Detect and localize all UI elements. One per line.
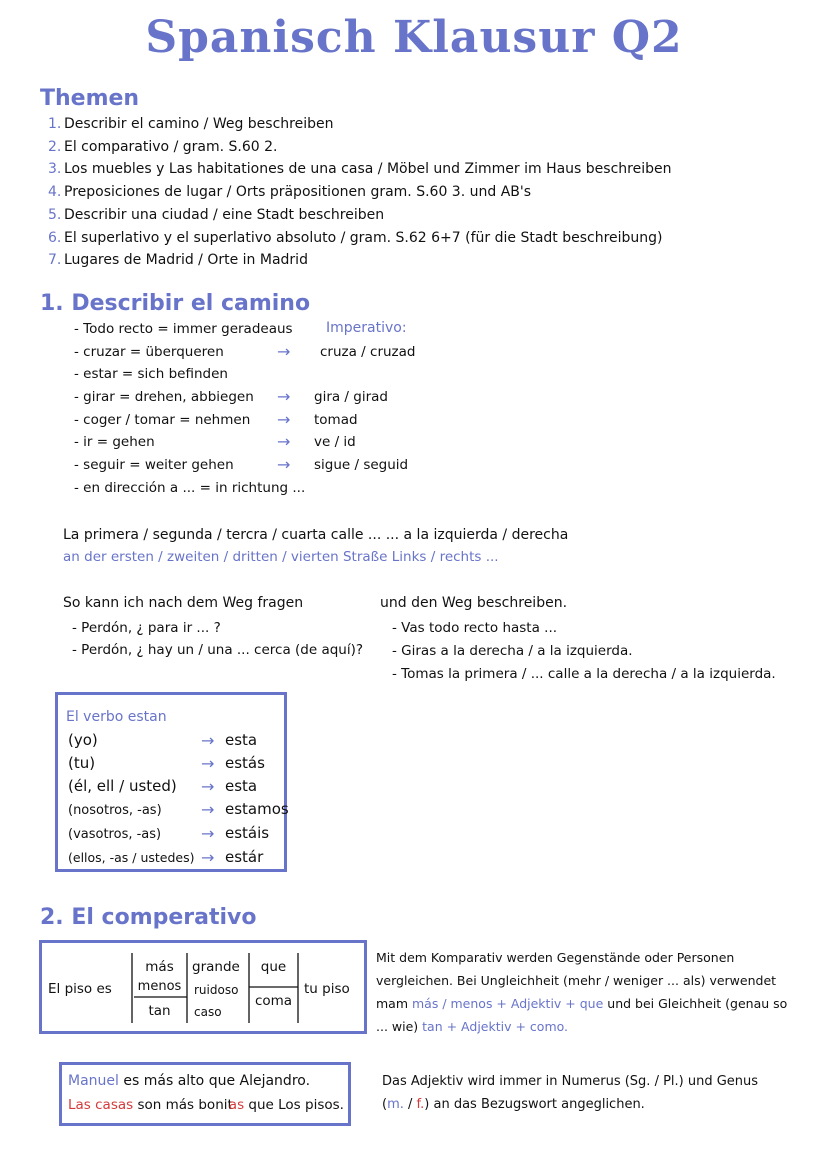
- topic-item: 4. Preposiciones de lugar / Orts präpositionen gram. S.60 3. und AB's: [48, 184, 532, 201]
- conjugation-row: (vasotros, -as) → estáis: [68, 824, 270, 843]
- comparative-table-box: [39, 940, 367, 1034]
- themen-list: [48, 113, 671, 272]
- vocab-row: - en dirección a ... = in richtung ...: [74, 479, 306, 496]
- conjugation-row: (yo) → esta: [68, 731, 258, 750]
- themen-heading: Themen: [40, 86, 140, 111]
- comp-cell: grande: [192, 959, 240, 975]
- arrow-icon: →: [277, 387, 291, 407]
- arrow-icon: →: [277, 455, 291, 475]
- ordinal-es: La primera / segunda / tercra / cuarta calle ... ... a la izquierda / derecha: [63, 527, 569, 543]
- vocab-row: - girar = drehen, abbiegen → gira / girad: [74, 386, 714, 409]
- ask-item: - Perdón, ¿ para ir ... ?: [72, 620, 221, 636]
- vocab-row: - estar = sich befinden: [74, 366, 228, 383]
- conjugation-row: (tu) → estás: [68, 754, 265, 773]
- comp-cell: coma: [254, 993, 293, 1009]
- estar-box: [55, 692, 287, 872]
- vocab-row: - cruzar = überqueren → cruza / cruzad: [74, 341, 714, 364]
- arrow-icon: →: [201, 824, 215, 843]
- page-title: Spanisch Klausur Q2: [145, 12, 683, 63]
- section2-heading: 2. El comperativo: [40, 905, 257, 930]
- topic-item: 7. Lugares de Madrid / Orte in Madrid: [48, 252, 308, 269]
- comp-cell: tan: [148, 1003, 171, 1019]
- comp-cell: caso: [194, 1005, 222, 1019]
- topic-item: 5. Describir una ciudad / eine Stadt beschreiben: [48, 206, 385, 223]
- vocab-row: - seguir = weiter gehen → sigue / seguid: [74, 454, 714, 477]
- describe-heading: und den Weg beschreiben.: [380, 595, 568, 611]
- ask-heading: So kann ich nach dem Weg fragen: [63, 595, 304, 611]
- describe-item: - Vas todo recto hasta ...: [392, 620, 558, 636]
- section1-heading: 1. Describir el camino: [40, 291, 311, 316]
- vocab-row: - ir = gehen → ve / id: [74, 431, 714, 454]
- imperativo-label: Imperativo:: [326, 320, 407, 336]
- arrow-icon: →: [201, 731, 215, 750]
- comparative-explanation: Mit dem Komparativ werden Gegenstände oder Personen vergleichen. Bei Ungleichheit (mehr / weniger ... als) verwendet mam más / menos + Adjektiv + que und bei Gleichheit (genau so ... wie) tan + Adjektiv + como.: [376, 950, 788, 1034]
- arrow-icon: →: [201, 777, 215, 796]
- examples-box: [59, 1062, 351, 1126]
- ordinal-de: an der ersten / zweiten / dritten / vierten Straße Links / rechts ...: [63, 549, 499, 565]
- estar-box-title: El verbo estan: [66, 709, 167, 725]
- ask-item: - Perdón, ¿ hay un / una ... cerca (de aquí)?: [72, 642, 364, 658]
- comp-cell: ruidoso: [194, 983, 239, 997]
- describe-item: - Giras a la derecha / a la izquierda.: [392, 643, 633, 659]
- describe-item: - Tomas la primera / ... calle a la derecha / a la izquierda.: [392, 666, 776, 682]
- vocab-list: [74, 318, 714, 500]
- describe-list: [392, 617, 776, 686]
- conjugation-row: (él, ell / usted) → esta: [68, 777, 258, 796]
- topic-item: 2. El comparativo / gram. S.60 2.: [48, 138, 278, 155]
- comp-object: tu piso: [304, 981, 350, 997]
- topic-item: 1. Describir el camino / Weg beschreiben: [48, 116, 334, 132]
- arrow-icon: →: [277, 341, 291, 361]
- ask-list: [72, 617, 363, 661]
- topic-item: 3. Los muebles y Las habitationes de una casa / Möbel und Zimmer im Haus beschreiben: [48, 161, 672, 178]
- comp-cell: más: [145, 959, 174, 975]
- arrow-icon: →: [201, 848, 215, 867]
- arrow-icon: →: [201, 754, 215, 773]
- conjugation-row: (ellos, -as / ustedes) → estár: [68, 848, 264, 867]
- comp-cell: que: [260, 959, 287, 975]
- conjugation-table: [68, 729, 289, 869]
- example-sentence: Las casas son más bonitas que Los pisos.: [68, 1097, 344, 1113]
- arrow-icon: →: [277, 432, 291, 452]
- example-sentence: Manuel es más alto que Alejandro.: [68, 1073, 311, 1089]
- vocab-row: - coger / tomar = nehmen → tomad: [74, 409, 714, 432]
- arrow-icon: →: [201, 800, 215, 819]
- agreement-note: Das Adjektiv wird immer in Numerus (Sg. / Pl.) und Genus (m. / f.) an das Bezugswort angeglichen.: [382, 1074, 759, 1112]
- comp-subject: El piso es: [48, 981, 112, 997]
- vocab-row: - Todo recto = immer geradeaus: [74, 321, 293, 337]
- arrow-icon: →: [277, 409, 291, 429]
- topic-item: 6. El superlativo y el superlativo absoluto / gram. S.62 6+7 (für die Stadt beschreibung): [48, 229, 663, 246]
- comp-cell: menos: [137, 979, 182, 994]
- conjugation-row: (nosotros, -as) → estamos: [68, 800, 289, 819]
